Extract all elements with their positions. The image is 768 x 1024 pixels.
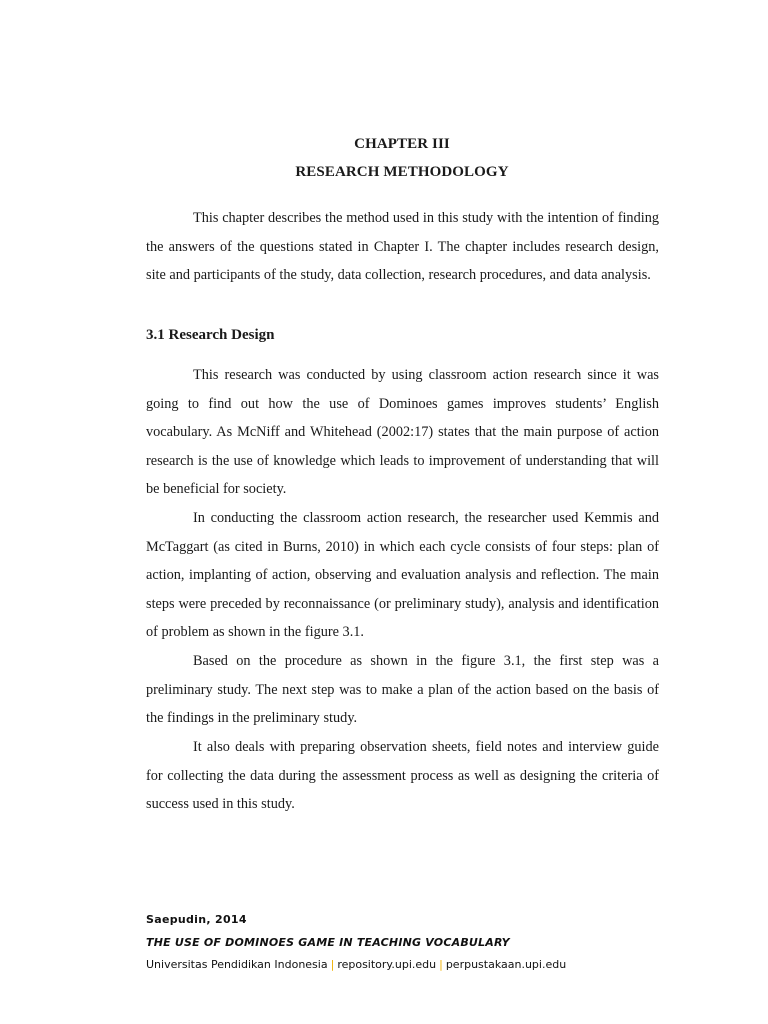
footer-link-perpustakaan[interactable]: perpustakaan.upi.edu xyxy=(445,958,567,971)
footer-link-repository[interactable]: repository.upi.edu xyxy=(337,958,437,971)
research-design-paragraph-1: This research was conducted by using classroom action research since it was going to find out how the use of Dominoes games improves students’ English vocabulary. As McNiff and Whitehead (2002:17) states that the main purpose of action research is the use of knowledge which leads to improvement of understanding that will be beneficial for society. xyxy=(146,367,659,498)
footer-separator: | xyxy=(330,958,335,971)
research-design-paragraph-4: It also deals with preparing observation sheets, field notes and interview guide for collecting the data during the assessment process as well as designing the criteria of success used in this study. xyxy=(146,739,659,813)
footer-title: THE USE OF DOMINOES GAME IN TEACHING VOCABULARY xyxy=(146,936,510,949)
footer-links xyxy=(146,958,566,971)
footer-separator: | xyxy=(439,958,443,971)
chapter-title: RESEARCH METHODOLOGY xyxy=(295,164,509,180)
footer-author: Saepudin, 2014 xyxy=(146,913,247,926)
research-design-paragraph-3: Based on the procedure as shown in the figure 3.1, the first step was a preliminary study. The next step was to make a plan of the action based on the basis of the findings in the preliminary study. xyxy=(146,653,659,727)
section-heading-research-design: 3.1 Research Design xyxy=(146,327,275,343)
footer-university: Universitas Pendidikan Indonesia xyxy=(146,958,328,971)
research-design-paragraph-2: In conducting the classroom action research, the researcher used Kemmis and McTaggart (as cited in Burns, 2010) in which each cycle consists of four steps: plan of action, implanting of action, observing and evaluation analysis and reflection. The main steps were preceded by reconnaissance (or preliminary study), analysis and identification of problem as shown in the figure 3.1. xyxy=(146,510,659,641)
chapter-number: CHAPTER III xyxy=(354,136,450,152)
intro-paragraph: This chapter describes the method used in this study with the intention of finding the answers of the questions stated in Chapter I. The chapter includes research design, site and participants of the study, data collection, research procedures, and data analysis. xyxy=(146,210,659,284)
